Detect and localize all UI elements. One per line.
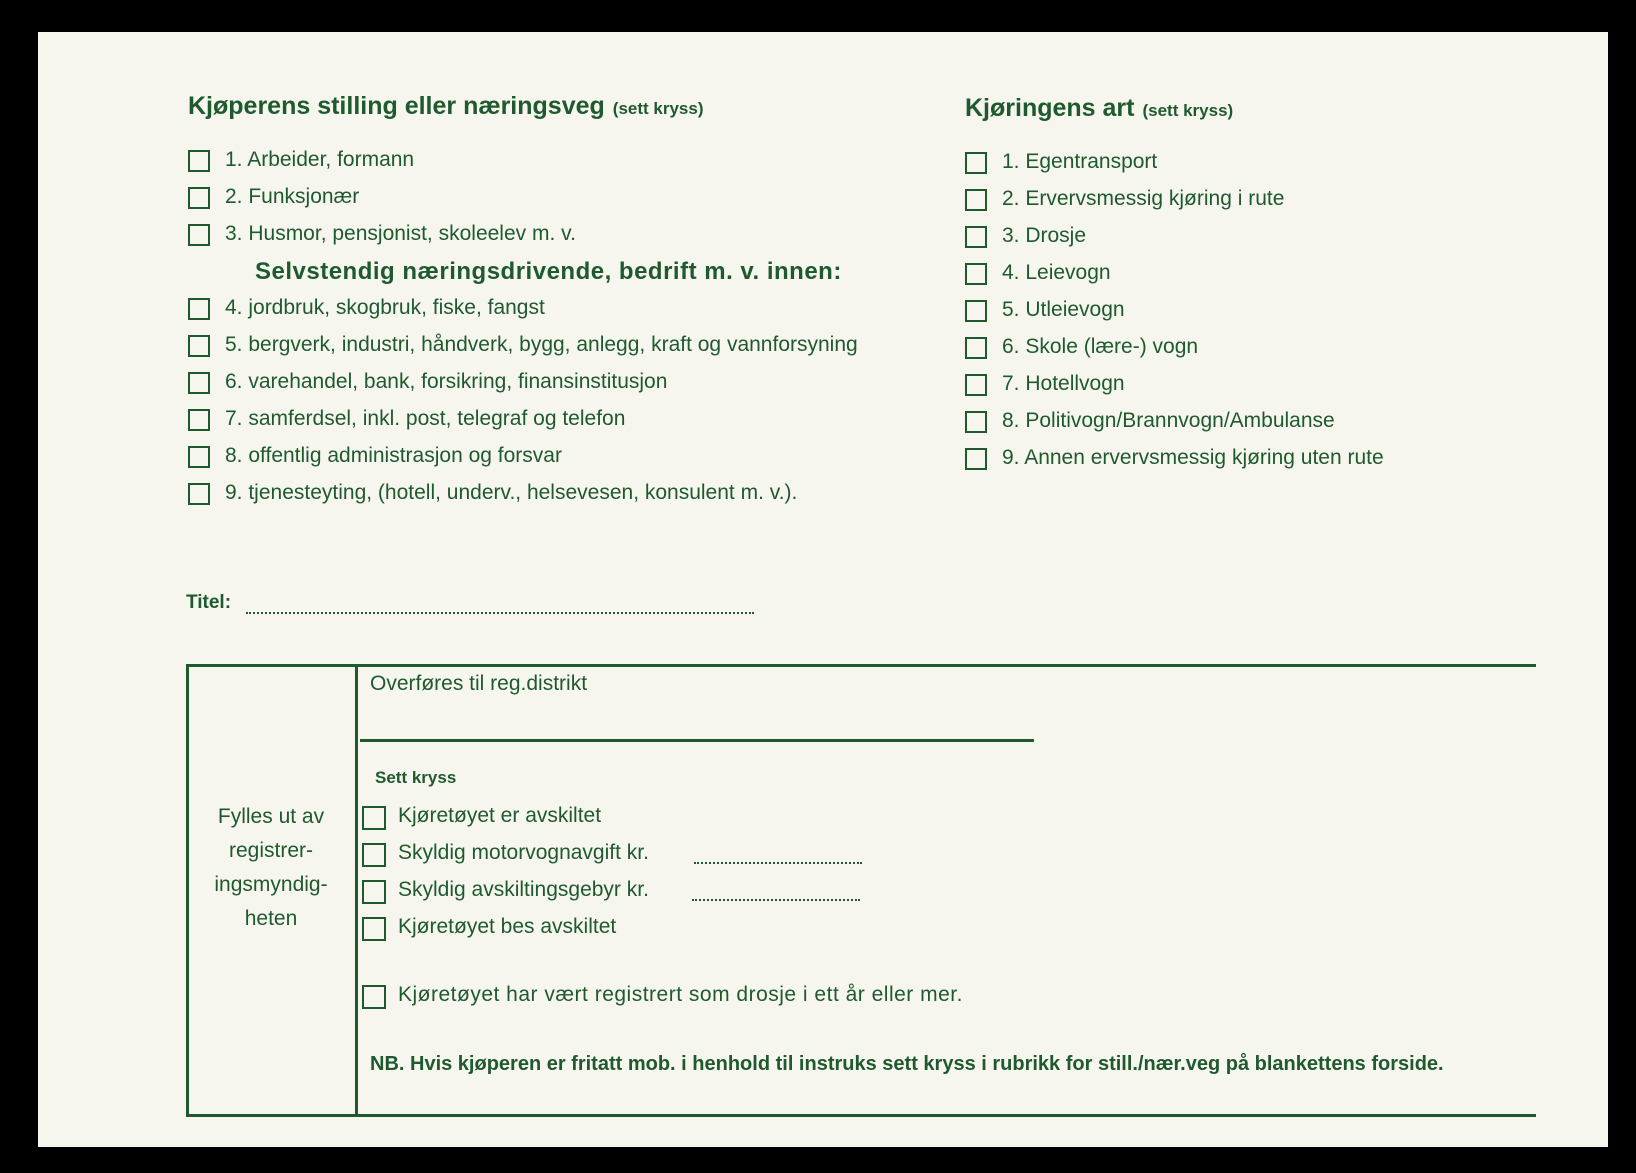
occupation-option-9: 9. tjenesteyting, (hotell, underv., helsevesen, konsulent m. v.). xyxy=(225,481,798,504)
taxi-history-checkbox[interactable] xyxy=(362,985,386,1009)
check-instruction: Sett kryss xyxy=(375,768,457,787)
transfer-district-line[interactable] xyxy=(360,739,1034,742)
driving-checkbox-5[interactable] xyxy=(965,300,987,322)
occupation-checkbox-2[interactable] xyxy=(188,187,210,209)
occupation-checkbox-5[interactable] xyxy=(188,335,210,357)
box-top-border xyxy=(186,664,1536,667)
occupation-option-3: 3. Husmor, pensjonist, skoleelev m. v. xyxy=(225,222,576,245)
transfer-district-label: Overføres til reg.distrikt xyxy=(370,672,588,695)
driving-checkbox-6[interactable] xyxy=(965,337,987,359)
driving-option-7: 7. Hotellvogn xyxy=(1002,372,1125,395)
title-label: Titel: xyxy=(186,592,232,613)
driving-option-6: 6. Skole (lære-) vogn xyxy=(1002,335,1199,358)
plate-fee-label: Skyldig avskiltingsgebyr kr. xyxy=(398,878,649,901)
occupation-checkbox-9[interactable] xyxy=(188,483,210,505)
occupation-option-4: 4. jordbruk, skogbruk, fiske, fangst xyxy=(225,296,545,319)
occupation-checkbox-6[interactable] xyxy=(188,372,210,394)
driving-option-4: 4. Leievogn xyxy=(1002,261,1111,284)
occupation-checkbox-3[interactable] xyxy=(188,224,210,246)
driving-checkbox-7[interactable] xyxy=(965,374,987,396)
occupation-option-8: 8. offentlig administrasjon og forsvar xyxy=(225,444,562,467)
occupation-option-5: 5. bergverk, industri, håndverk, bygg, anlegg, kraft og vannforsyning xyxy=(225,333,858,356)
driving-option-5: 5. Utleievogn xyxy=(1002,298,1125,321)
driving-option-1: 1. Egentransport xyxy=(1002,150,1158,173)
driving-type-heading-note: (sett kryss) xyxy=(1142,101,1234,120)
box-bottom-border xyxy=(186,1114,1536,1117)
driving-option-3: 3. Drosje xyxy=(1002,224,1087,247)
title-input-line[interactable] xyxy=(246,612,754,614)
motor-tax-label: Skyldig motorvognavgift kr. xyxy=(398,841,649,864)
driving-checkbox-1[interactable] xyxy=(965,152,987,174)
box-left-border xyxy=(186,664,189,1117)
occupation-option-7: 7. samferdsel, inkl. post, telegraf og telefon xyxy=(225,407,626,430)
driving-checkbox-9[interactable] xyxy=(965,448,987,470)
driving-checkbox-2[interactable] xyxy=(965,189,987,211)
occupation-checkbox-4[interactable] xyxy=(188,298,210,320)
occupation-option-6: 6. varehandel, bank, forsikring, finansinstitusjon xyxy=(225,370,668,393)
driving-option-2: 2. Ervervsmessig kjøring i rute xyxy=(1002,187,1285,210)
request-deregister-label: Kjøretøyet bes avskiltet xyxy=(398,915,617,938)
driving-checkbox-3[interactable] xyxy=(965,226,987,248)
driving-option-8: 8. Politivogn/Brannvogn/Ambulanse xyxy=(1002,409,1335,432)
nb-note: NB. Hvis kjøperen er fritatt mob. i henhold til instruks sett kryss i rubrikk for still./nær.veg på blankettens forside. xyxy=(370,1053,1444,1075)
driving-type-heading-text: Kjøringens art xyxy=(965,94,1135,122)
taxi-history-label: Kjøretøyet har vært registrert som drosje i ett år eller mer. xyxy=(398,983,963,1006)
driving-checkbox-4[interactable] xyxy=(965,263,987,285)
occupation-option-2: 2. Funksjonær xyxy=(225,185,360,208)
motor-tax-checkbox[interactable] xyxy=(362,843,386,867)
occupation-checkbox-8[interactable] xyxy=(188,446,210,468)
driving-option-9: 9. Annen ervervsmessig kjøring uten rute xyxy=(1002,446,1384,469)
deregistered-checkbox[interactable] xyxy=(362,806,386,830)
deregistered-label: Kjøretøyet er avskiltet xyxy=(398,804,602,827)
plate-fee-amount-line[interactable] xyxy=(692,899,860,901)
authority-side-label: Fylles ut av registrer-ingsmyndig-heten xyxy=(214,805,328,930)
plate-fee-checkbox[interactable] xyxy=(362,880,386,904)
motor-tax-amount-line[interactable] xyxy=(694,862,862,864)
occupation-checkbox-1[interactable] xyxy=(188,150,210,172)
occupation-option-1: 1. Arbeider, formann xyxy=(225,148,415,171)
driving-checkbox-8[interactable] xyxy=(965,411,987,433)
self-employed-subheading: Selvstendig næringsdrivende, bedrift m. v. innen: xyxy=(255,258,842,285)
buyer-occupation-heading-note: (sett kryss) xyxy=(612,99,704,118)
request-deregister-checkbox[interactable] xyxy=(362,917,386,941)
occupation-checkbox-7[interactable] xyxy=(188,409,210,431)
buyer-occupation-heading xyxy=(188,92,704,121)
driving-type-heading xyxy=(965,94,1233,123)
box-divider xyxy=(355,664,358,1117)
buyer-occupation-heading-text: Kjøperens stilling eller næringsveg xyxy=(188,92,605,120)
